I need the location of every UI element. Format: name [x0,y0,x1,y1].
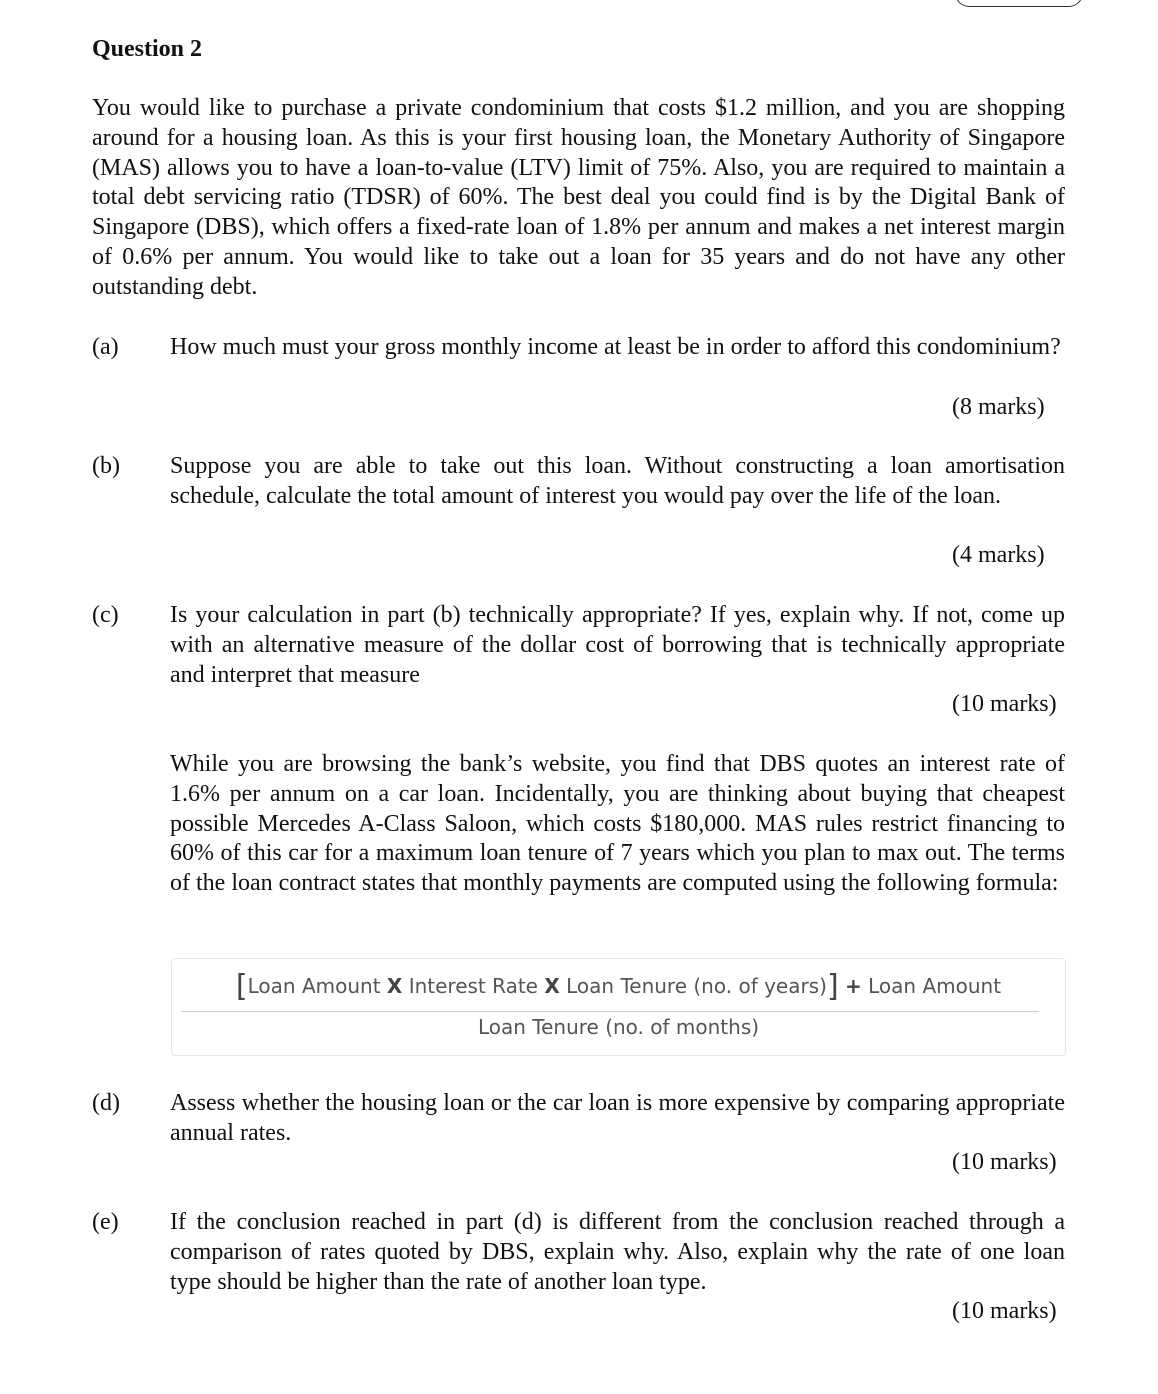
intro-paragraph: You would like to purchase a private condominium that costs $1.2 million, and you are shopping around for a housing loan. As this is your first housing loan, the Monetary Authority of Singapore (MAS) allows you to have a loan-to-value (LTV) limit of 75%. Also, you are required to maintain a total debt servicing ratio (TDSR) of 60%. The best deal you could find is by the Digital Bank of Singapore (DBS), which offers a fixed-rate loan of 1.8% per annum and makes a net interest margin of 0.6% per annum. You would like to take out a loan for 35 years and do not have any other outstanding debt. [92,95,1065,300]
part-e-marks: (10 marks) [952,1298,1057,1324]
formula-close-bracket: ] [826,969,839,1004]
formula-term-tenure-years: Loan Tenure (no. of years) [566,974,827,998]
formula-denominator: Loan Tenure (no. of months) [477,1015,760,1039]
part-b-marks: (4 marks) [952,542,1045,568]
part-d-marks: (10 marks) [952,1149,1057,1175]
payment-formula [171,958,1066,1056]
part-d-text: Assess whether the housing loan or the car loan is more expensive by comparing appropriate annual rates. [170,1090,1065,1146]
formula-term-loan-amount-2: Loan Amount [868,974,1002,998]
part-b-text: Suppose you are able to take out this loan. Without constructing a loan amortisation schedule, calculate the total amount of interest you would pay over the life of the loan. [170,453,1065,509]
formula-term-loan-amount: Loan Amount [247,974,381,998]
part-c-label: (c) [92,602,119,628]
part-b-label: (b) [92,453,120,479]
part-a-marks: (8 marks) [952,394,1045,420]
formula-times-1: X [386,974,403,998]
part-a-text: How much must your gross monthly income at least be in order to afford this condominium? [170,334,1061,360]
formula-numerator [172,969,1065,1004]
formula-term-interest-rate: Interest Rate [408,974,538,998]
part-e-text: If the conclusion reached in part (d) is different from the conclusion reached through a comparison of rates quoted by DBS, explain why. Also, explain why the rate of one loan type should be higher than the rate of another loan type. [170,1209,1065,1295]
part-a-label: (a) [92,334,119,360]
top-corner-bracket-mark [955,0,1083,7]
formula-times-2: X [544,974,560,998]
formula-fraction-line [181,1011,1039,1012]
question-title: Question 2 [92,36,203,62]
formula-plus: + [845,974,862,998]
part-e-label: (e) [92,1209,119,1235]
car-loan-paragraph: While you are browsing the bank’s website, you find that DBS quotes an interest rate of 1.6% per annum on a car loan. Incidentally, you are thinking about buying that cheapest possible Mercedes A-Class Saloon, which costs $180,000. MAS rules restrict financing to 60% of this car for a maximum loan tenure of 7 years which you plan to max out. The terms of the loan contract states that monthly payments are computed using the following formula: [170,751,1065,897]
part-d-label: (d) [92,1090,120,1116]
part-c-marks: (10 marks) [952,691,1057,717]
part-c-text: Is your calculation in part (b) technically appropriate? If yes, explain why. If not, come up with an alternative measure of the dollar cost of borrowing that is technically appropriate and interpret that measure [170,602,1065,688]
formula-open-bracket: [ [235,969,248,1004]
